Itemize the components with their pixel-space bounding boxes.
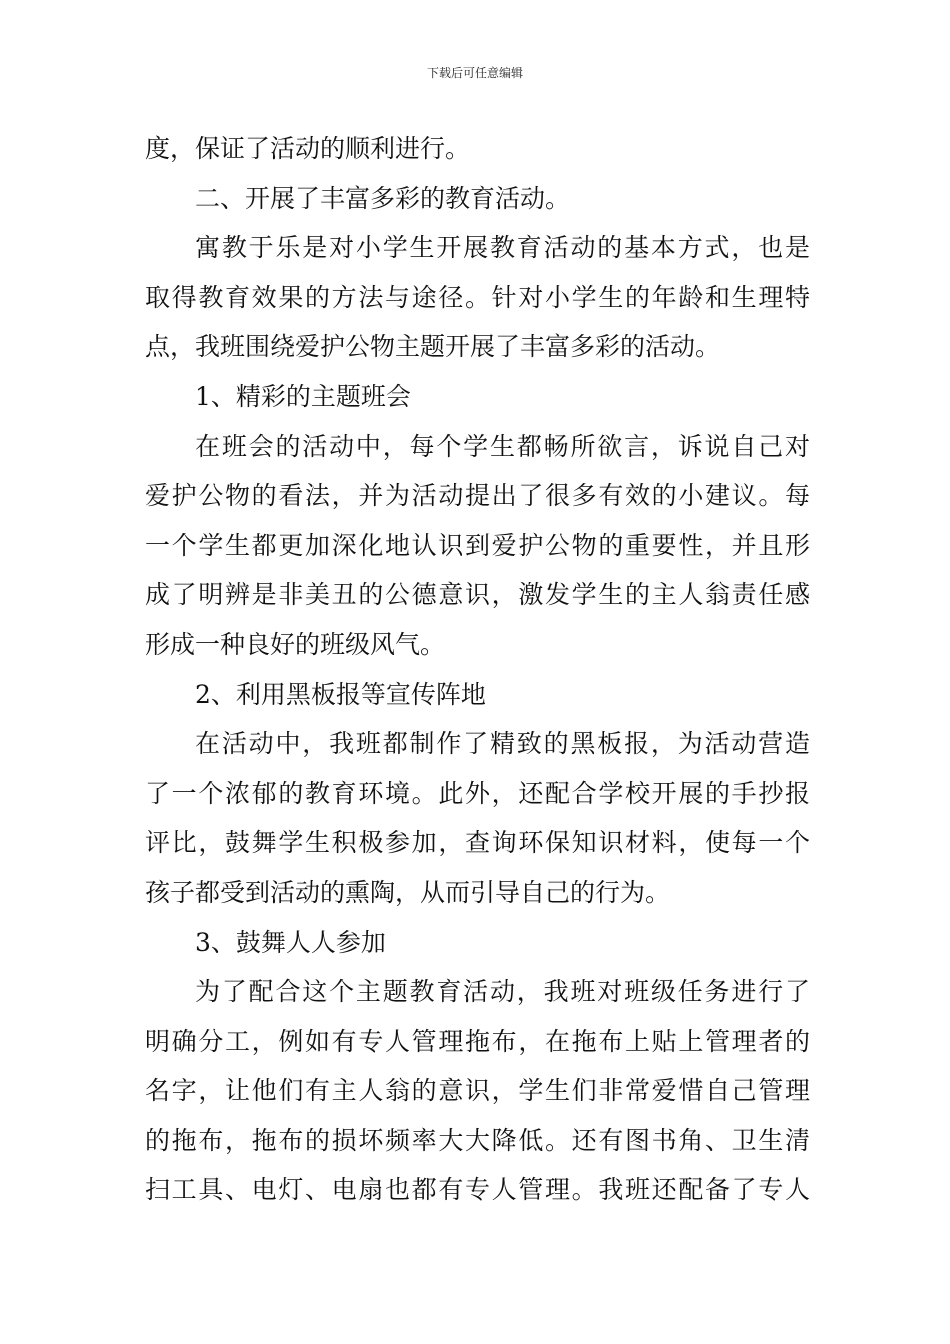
text-line: 取得教育效果的方法与途径。针对小学生的年龄和生理特	[145, 282, 810, 312]
text-line: 在活动中，我班都制作了精致的黑板报，为活动营造	[195, 729, 810, 759]
document-body	[145, 124, 810, 1215]
subsection-heading: 2、利用黑板报等宣传阵地	[195, 679, 486, 709]
section-heading: 二、开展了丰富多彩的教育活动。	[195, 183, 571, 213]
text-line: 孩子都受到活动的熏陶，从而引导自己的行为。	[145, 877, 671, 907]
text-line: 为了配合这个主题教育活动，我班对班级任务进行了	[195, 977, 810, 1007]
text-line: 评比，鼓舞学生积极参加，查询环保知识材料，使每一个	[145, 828, 810, 858]
text-line: 在班会的活动中，每个学生都畅所欲言，诉说自己对	[195, 431, 810, 461]
text-line: 成了明辨是非美丑的公德意识，激发学生的主人翁责任感	[145, 580, 810, 610]
text-line: 点，我班围绕爱护公物主题开展了丰富多彩的活动。	[145, 332, 721, 362]
text-line: 度，保证了活动的顺利进行。	[145, 134, 471, 163]
subsection-heading: 1、精彩的主题班会	[195, 381, 411, 411]
text-line: 爱护公物的看法，并为活动提出了很多有效的小建议。每	[145, 481, 810, 511]
text-line: 扫工具、电灯、电扇也都有专人管理。我班还配备了专人	[145, 1175, 810, 1205]
subsection-heading: 3、鼓舞人人参加	[195, 927, 386, 957]
text-line: 形成一种良好的班级风气。	[145, 629, 446, 659]
text-line: 明确分工，例如有专人管理拖布，在拖布上贴上管理者的	[145, 1026, 810, 1056]
text-line: 名字，让他们有主人翁的意识，学生们非常爱惜自己管理	[145, 1076, 810, 1106]
text-line: 的拖布，拖布的损坏频率大大降低。还有图书角、卫生清	[145, 1125, 810, 1155]
text-line: 一个学生都更加深化地认识到爱护公物的重要性，并且形	[145, 530, 810, 560]
page-header: 下载后可任意编辑	[426, 66, 523, 80]
text-line: 寓教于乐是对小学生开展教育活动的基本方式，也是	[195, 233, 810, 263]
text-line: 了一个浓郁的教育环境。此外，还配合学校开展的手抄报	[145, 778, 810, 808]
